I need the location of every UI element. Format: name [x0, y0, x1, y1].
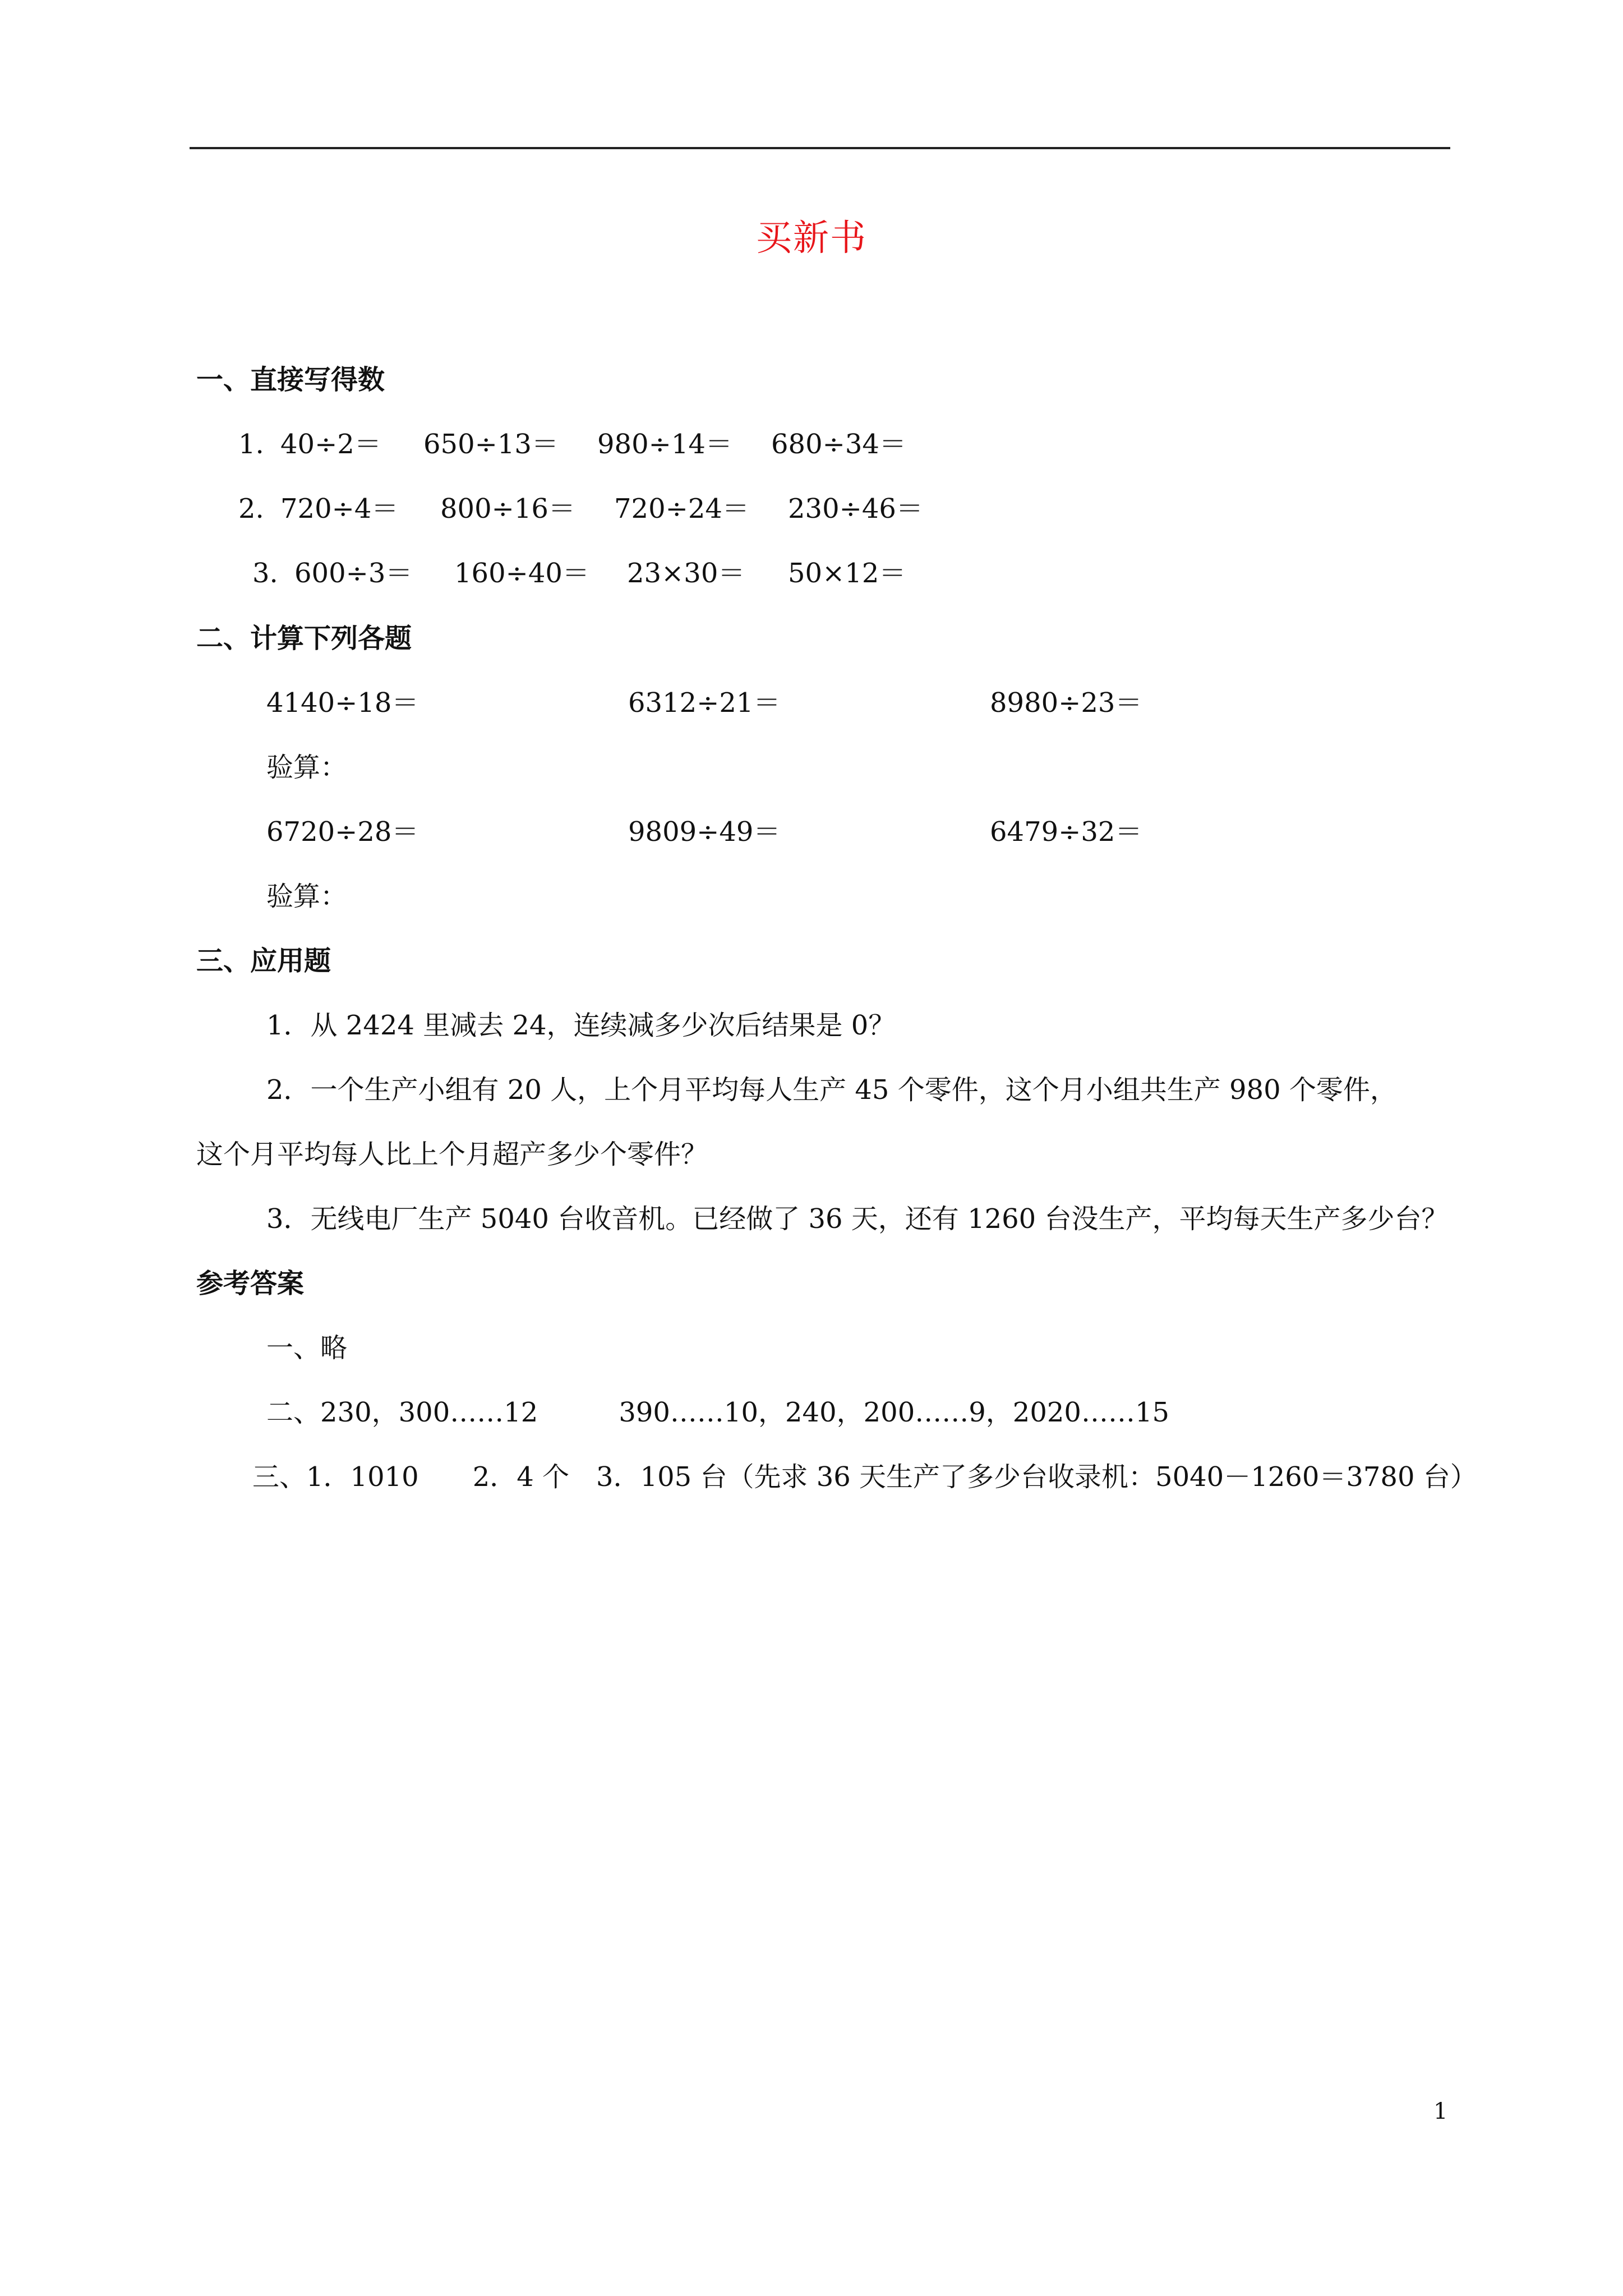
- calc-1-2: 6312÷21＝: [628, 687, 781, 719]
- problem-1: 1．从 2424 里减去 24，连续减多少次后结果是 0？: [266, 1010, 896, 1041]
- expr-2-3: 720÷24＝: [614, 493, 749, 524]
- section1-row-3: [252, 554, 278, 593]
- calc-2-3: 6479÷32＝: [990, 816, 1142, 848]
- expr-3-3: 23×30＝: [627, 558, 745, 589]
- answer-1: 一、略: [266, 1332, 348, 1364]
- check-label-2: 验算：: [266, 881, 348, 912]
- expr-1-3: 980÷14＝: [597, 429, 732, 460]
- problem-3: 3．无线电厂生产 5040 台收音机。已经做了 36 天，还有 1260 台没生产，平均每天生产多少台？: [266, 1203, 1449, 1235]
- answer-3: 三、1．1010 2．4 个 3．105 台（先求 36 天生产了多少台收录机：5040－1260＝3780 台）: [252, 1461, 1477, 1493]
- section3-heading: 三、应用题: [196, 945, 331, 977]
- section1-heading: 一、直接写得数: [196, 364, 385, 395]
- expr-1-4: 680÷34＝: [771, 429, 906, 460]
- section1-row-1: [238, 425, 264, 464]
- header-rule: [190, 147, 1450, 149]
- expr-2-1: 720÷4＝: [280, 493, 399, 524]
- row-label: 1.: [238, 429, 264, 460]
- page-title: 买新书: [756, 218, 867, 259]
- expr-3-1: 600÷3＝: [294, 558, 413, 589]
- expr-1-2: 650÷13＝: [423, 429, 559, 460]
- page-number: 1: [1433, 2099, 1448, 2124]
- section1-row-2: [238, 489, 264, 528]
- calc-2-2: 9809÷49＝: [628, 816, 781, 848]
- answer-2: 二、230，300……12 390……10，240，200……9，2020……15: [266, 1397, 1170, 1428]
- row-label: 2.: [238, 493, 264, 524]
- expr-2-4: 230÷46＝: [788, 493, 923, 524]
- calc-1-3: 8980÷23＝: [990, 687, 1142, 719]
- expr-3-2: 160÷40＝: [454, 558, 589, 589]
- calc-1-1: 4140÷18＝: [266, 687, 419, 719]
- problem-2-line-1: 2．一个生产小组有 20 人，上个月平均每人生产 45 个零件，这个月小组共生产 980 个零件，: [266, 1074, 1397, 1106]
- problem-2-line-2: 这个月平均每人比上个月超产多少个零件？: [196, 1139, 708, 1170]
- row-label: 3.: [252, 558, 278, 589]
- expr-1-1: 40÷2＝: [280, 429, 381, 460]
- answers-heading: 参考答案: [196, 1268, 305, 1299]
- calc-2-1: 6720÷28＝: [266, 816, 419, 848]
- check-label-1: 验算：: [266, 752, 348, 783]
- section2-heading: 二、计算下列各题: [196, 623, 412, 654]
- expr-3-4: 50×12＝: [788, 558, 906, 589]
- expr-2-2: 800÷16＝: [440, 493, 575, 524]
